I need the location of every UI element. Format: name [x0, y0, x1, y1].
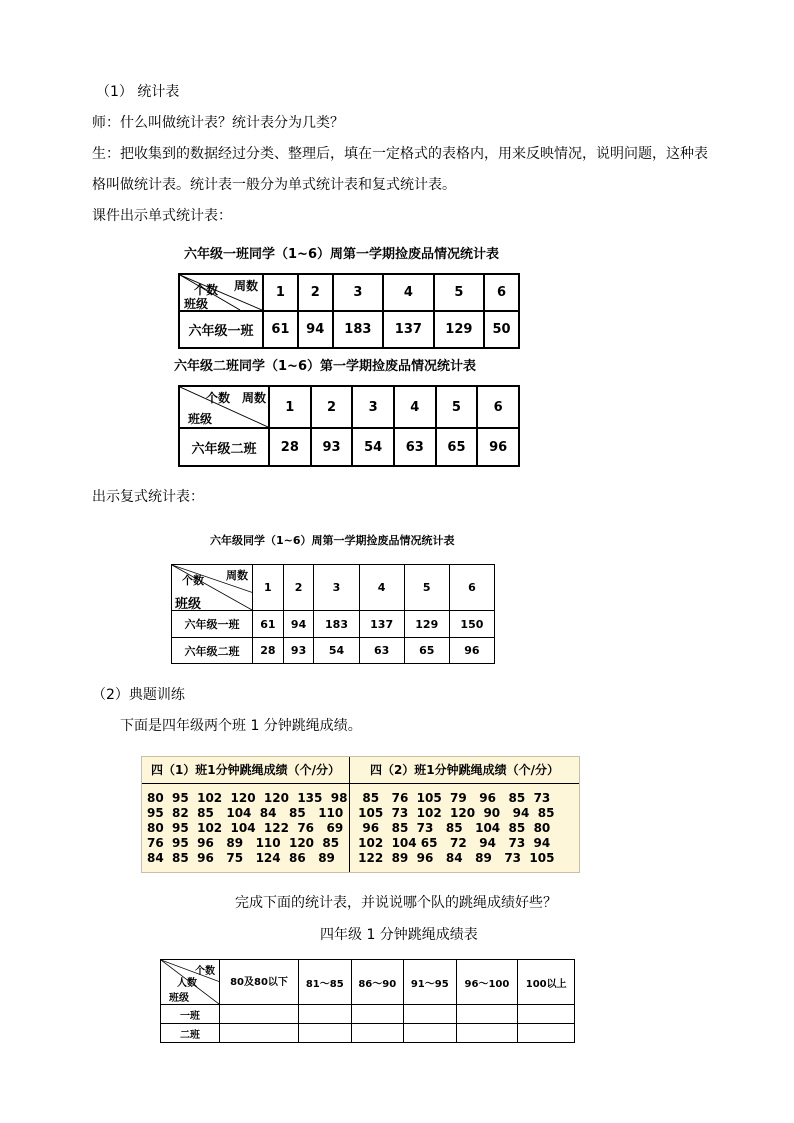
class1-scores-header: 四（1）班1分钟跳绳成绩（个/分）	[150, 763, 341, 777]
table2-week: 1	[269, 386, 311, 428]
table2-cell: 54	[352, 428, 394, 466]
class1-scores-row: 80 95 102 104 122 76 69	[147, 821, 344, 835]
table3-row-label: 六年级一班	[172, 611, 253, 638]
table1-title: 六年级一班同学（1~6）周第一学期捡废品情况统计表	[184, 247, 499, 262]
table5-empty-cell[interactable]	[351, 1024, 404, 1043]
table2-cell: 63	[394, 428, 436, 466]
class2-scores-row: 105 73 102 120 90 94 85	[354, 806, 555, 820]
table3-cell: 54	[314, 638, 359, 664]
table1-corner-top: 周数	[233, 279, 258, 293]
table3-corner-header	[172, 565, 253, 611]
table3-cell: 63	[359, 638, 404, 664]
table5-empty-cell[interactable]	[299, 1005, 352, 1024]
table2-week: 6	[477, 386, 519, 428]
table5-corner-top: 个数	[195, 966, 215, 977]
table1-week: 3	[333, 274, 384, 311]
table3-cell: 28	[253, 638, 284, 664]
table1-week: 1	[263, 274, 298, 311]
table5-column-header: 100以上	[518, 960, 575, 1005]
table1-corner-mid: 个数	[194, 283, 219, 297]
table1-corner-header	[179, 274, 263, 311]
table3-corner-bottom: 班级	[175, 597, 202, 612]
table3-cell: 129	[404, 611, 449, 638]
jump-table-title: 四年级 1 分钟跳绳成绩表	[320, 927, 478, 943]
single-table-class1	[178, 273, 520, 349]
table2-week: 5	[436, 386, 478, 428]
table5-corner-mid: 人数	[177, 978, 197, 989]
table3-cell: 93	[283, 638, 314, 664]
table1-cell: 137	[383, 311, 434, 348]
table5-empty-cell[interactable]	[456, 1024, 518, 1043]
class1-scores-row: 84 85 96 75 124 86 89	[147, 851, 335, 865]
table2-cell: 96	[477, 428, 519, 466]
table5-corner-bottom: 班级	[169, 993, 189, 1004]
table3-week: 3	[314, 565, 359, 611]
table1-row-label: 六年级一班	[179, 311, 263, 348]
table5-empty-cell[interactable]	[518, 1005, 575, 1024]
jump-rope-blank-table	[160, 959, 575, 1043]
table3-cell: 94	[283, 611, 314, 638]
table3-week: 5	[404, 565, 449, 611]
single-table-class2	[178, 385, 520, 467]
student-answer-line2: 格叫做统计表。统计表一般分为单式统计表和复式统计表。	[92, 177, 456, 193]
class2-scores-row: 102 104 65 72 94 73 94	[354, 836, 551, 850]
table1-cell: 183	[333, 311, 384, 348]
table1-cell: 50	[484, 311, 519, 348]
table1-week: 4	[383, 274, 434, 311]
teacher-question: 师：什么叫做统计表？统计表分为几类？	[92, 115, 344, 131]
table3-cell: 61	[253, 611, 284, 638]
table1-week: 6	[484, 274, 519, 311]
column-divider	[349, 757, 350, 872]
compound-table	[171, 564, 495, 664]
table3-corner-mid: 个数	[182, 574, 204, 587]
table5-column-header: 80及80以下	[220, 960, 299, 1005]
class2-scores-row: 85 76 105 79 96 85 73	[354, 791, 551, 805]
table3-row-label: 六年级二班	[172, 638, 253, 664]
table3-cell: 183	[314, 611, 359, 638]
table5-empty-cell[interactable]	[220, 1024, 299, 1043]
class2-scores-header: 四（2）班1分钟跳绳成绩（个/分）	[369, 763, 560, 777]
student-answer-line1: 生：把收集到的数据经过分类、整理后，填在一定格式的表格内，用来反映情况，说明问题，这种表	[92, 146, 708, 162]
table5-empty-cell[interactable]	[456, 1005, 518, 1024]
jump-rope-scores-box	[141, 756, 580, 873]
section-heading-practice: （2）典题训练	[92, 687, 185, 703]
table3-title: 六年级同学（1~6）周第一学期捡废品情况统计表	[210, 534, 455, 547]
table2-title: 六年级二班同学（1~6）第一学期捡废品情况统计表	[174, 359, 476, 374]
table3-week: 4	[359, 565, 404, 611]
class2-scores-row: 122 89 96 84 89 73 105	[354, 851, 555, 865]
table3-week: 1	[253, 565, 284, 611]
table1-cell: 61	[263, 311, 298, 348]
table2-week: 3	[352, 386, 394, 428]
table5-empty-cell[interactable]	[299, 1024, 352, 1043]
table2-week: 2	[311, 386, 353, 428]
table1-week: 2	[298, 274, 333, 311]
class2-scores-row: 96 85 73 85 104 85 80	[354, 821, 551, 835]
table3-cell: 96	[449, 638, 494, 664]
class1-scores-row: 95 82 85 104 84 85 110	[147, 806, 344, 820]
table1-cell: 94	[298, 311, 333, 348]
table2-cell: 28	[269, 428, 311, 466]
practice-intro: 下面是四年级两个班 1 分钟跳绳成绩。	[120, 718, 362, 734]
table1-week: 5	[434, 274, 485, 311]
table5-empty-cell[interactable]	[404, 1024, 457, 1043]
table2-cell: 93	[311, 428, 353, 466]
table2-corner-header	[179, 386, 269, 428]
table3-week: 2	[283, 565, 314, 611]
table5-empty-cell[interactable]	[220, 1005, 299, 1024]
practice-task: 完成下面的统计表，并说说哪个队的跳绳成绩好些？	[235, 895, 557, 911]
table2-week: 4	[394, 386, 436, 428]
table1-corner-bottom: 班级	[184, 297, 209, 311]
table2-row-label: 六年级二班	[179, 428, 269, 466]
table3-cell: 150	[449, 611, 494, 638]
table5-column-header: 96～100	[456, 960, 518, 1005]
table5-empty-cell[interactable]	[404, 1005, 457, 1024]
class1-scores-row: 76 95 96 89 110 120 85	[147, 836, 340, 850]
table3-cell: 137	[359, 611, 404, 638]
header-divider	[142, 783, 579, 784]
class1-scores-row: 80 95 102 120 120 135 98	[147, 791, 348, 805]
table3-cell: 65	[404, 638, 449, 664]
table5-row-label: 二班	[161, 1024, 220, 1043]
table2-corner-mid: 个数	[206, 391, 231, 405]
table5-row-label: 一班	[161, 1005, 220, 1024]
show-single-table-label: 课件出示单式统计表：	[92, 208, 232, 224]
table1-cell: 129	[434, 311, 485, 348]
table5-column-header: 81～85	[299, 960, 352, 1005]
table2-corner-top: 周数	[241, 391, 266, 405]
table5-corner-header	[161, 960, 220, 1005]
show-compound-table-label: 出示复式统计表：	[92, 489, 204, 505]
table5-column-header: 91～95	[404, 960, 457, 1005]
table3-week: 6	[449, 565, 494, 611]
table5-empty-cell[interactable]	[518, 1024, 575, 1043]
table2-corner-bottom: 班级	[188, 412, 213, 426]
section-heading-statistics: （1） 统计表	[96, 84, 180, 100]
table3-corner-top: 周数	[226, 569, 248, 582]
table5-empty-cell[interactable]	[351, 1005, 404, 1024]
table2-cell: 65	[436, 428, 478, 466]
table5-column-header: 86～90	[351, 960, 404, 1005]
